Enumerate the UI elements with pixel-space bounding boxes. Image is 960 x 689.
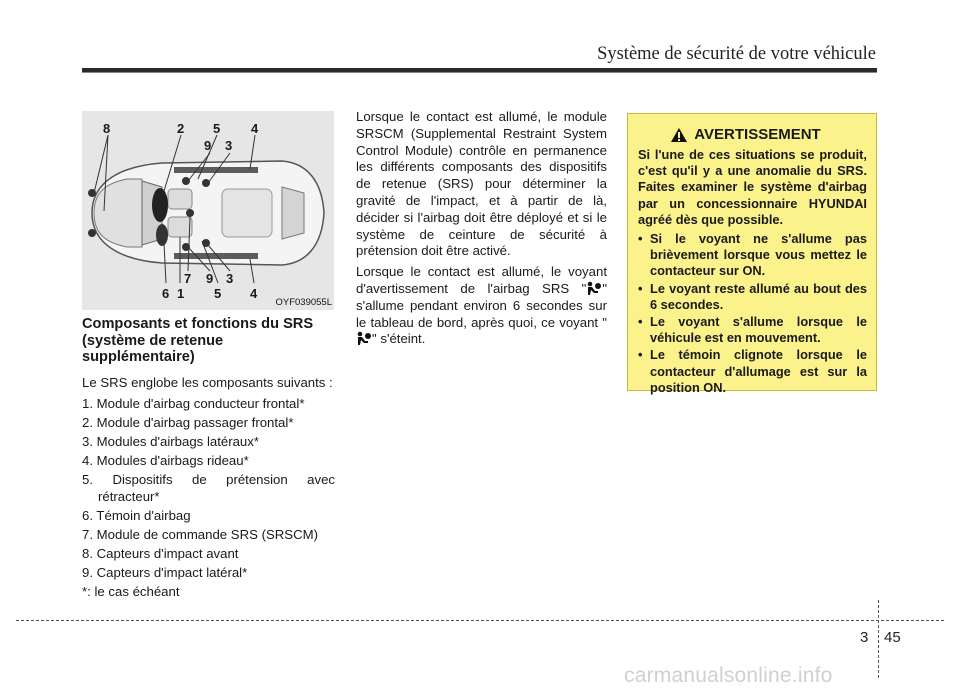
airbag-warning-icon xyxy=(356,331,372,346)
warning-title: AVERTISSEMENT xyxy=(694,126,821,143)
paragraph-segment: Lorsque le contact est allumé, le voyant d'avertissement de l'airbag SRS " xyxy=(356,264,607,296)
figure-label: 7 xyxy=(184,271,192,286)
figure-label: 8 xyxy=(103,121,111,136)
components-list xyxy=(82,395,335,581)
figure-label: 5 xyxy=(214,286,222,301)
warning-box xyxy=(627,113,877,395)
components-section xyxy=(82,316,335,600)
list-item: • Le voyant reste allumé au bout des 6 secondes. xyxy=(638,280,867,312)
figure-label: 4 xyxy=(251,121,259,136)
list-item: 7. Module de commande SRS (SRSCM) xyxy=(82,526,318,542)
airbag-warning-icon xyxy=(586,281,602,296)
list-item: 4. Modules d'airbags rideau* xyxy=(82,452,249,468)
figure-label: 9 xyxy=(204,138,212,153)
list-item: 3. Modules d'airbags latéraux* xyxy=(82,433,259,449)
paragraph-segment: " s'allume pendant environ 6 secondes sur le tableau de bord, après quoi, ce voyant " xyxy=(356,280,607,330)
paragraph: Lorsque le contact est allumé, le module SRSCM (Supplemental Restraint System Control Module) contrôle en permanence les différents composants des dispositifs de retenue (SRS) pour déterminer la gravité de l'impact, et à partir de là, décider si l'airbag doit être déployé et si le système de ceinture de sécurité à prétension doit être activé. xyxy=(356,109,607,259)
airbag-locations-figure xyxy=(82,111,334,310)
warning-title-row xyxy=(638,126,867,143)
list-item: 5. Dispositifs de prétension avec rétracteur* xyxy=(82,471,335,504)
list-item: 8. Capteurs d'impact avant xyxy=(82,545,239,561)
footnote: *: le cas échéant xyxy=(82,583,180,599)
figure-label: 3 xyxy=(226,271,234,286)
list-item: 9. Capteurs d'impact latéral* xyxy=(82,564,248,580)
page-number: 45 xyxy=(884,629,901,646)
figure-label: 2 xyxy=(177,121,185,136)
figure-label: 4 xyxy=(250,286,258,301)
section-heading: Composants et fonctions du SRS (système de retenue supplémentaire) xyxy=(82,316,314,365)
watermark: carmanualsonline.info xyxy=(624,664,833,687)
paragraph xyxy=(356,264,607,348)
page-header-title: Système de sécurité de votre véhicule xyxy=(597,44,876,64)
warning-triangle-icon xyxy=(670,127,688,143)
footer-divider xyxy=(16,620,944,621)
body-column xyxy=(356,109,607,352)
figure-label: 3 xyxy=(225,138,233,153)
list-item: • Si le voyant ne s'allume pas brièvement lorsque vous mettez le contacteur sur ON. xyxy=(638,231,867,279)
warning-text: Si l'une de ces situations se produit, c'est qu'il y a une anomalie du SRS. Faites examiner le système d'airbag par un concessionnaire HYUNDAI agréé dès que possible. xyxy=(638,147,867,227)
list-item: 2. Module d'airbag passager frontal* xyxy=(82,414,294,430)
header-rule-thin xyxy=(82,72,877,73)
list-item: 6. Témoin d'airbag xyxy=(82,507,191,523)
intro-text: Le SRS englobe les composants suivants : xyxy=(82,374,333,390)
list-item: • Le témoin clignote lorsque le contacteur d'allumage est sur la position ON. xyxy=(638,347,867,395)
list-item: • Le voyant s'allume lorsque le véhicule est en mouvement. xyxy=(638,314,867,346)
warning-list xyxy=(638,231,867,396)
figure-label: 1 xyxy=(177,286,185,301)
figure-label: 6 xyxy=(162,286,170,301)
figure-code: OYF039055L xyxy=(275,297,332,308)
figure-label: 5 xyxy=(213,121,221,136)
chapter-number: 3 xyxy=(860,629,869,646)
figure-label: 9 xyxy=(206,271,214,286)
paragraph-segment: " s'éteint. xyxy=(372,331,426,347)
list-item: 1. Module d'airbag conducteur frontal* xyxy=(82,395,305,411)
footer-vertical-divider xyxy=(878,600,879,678)
